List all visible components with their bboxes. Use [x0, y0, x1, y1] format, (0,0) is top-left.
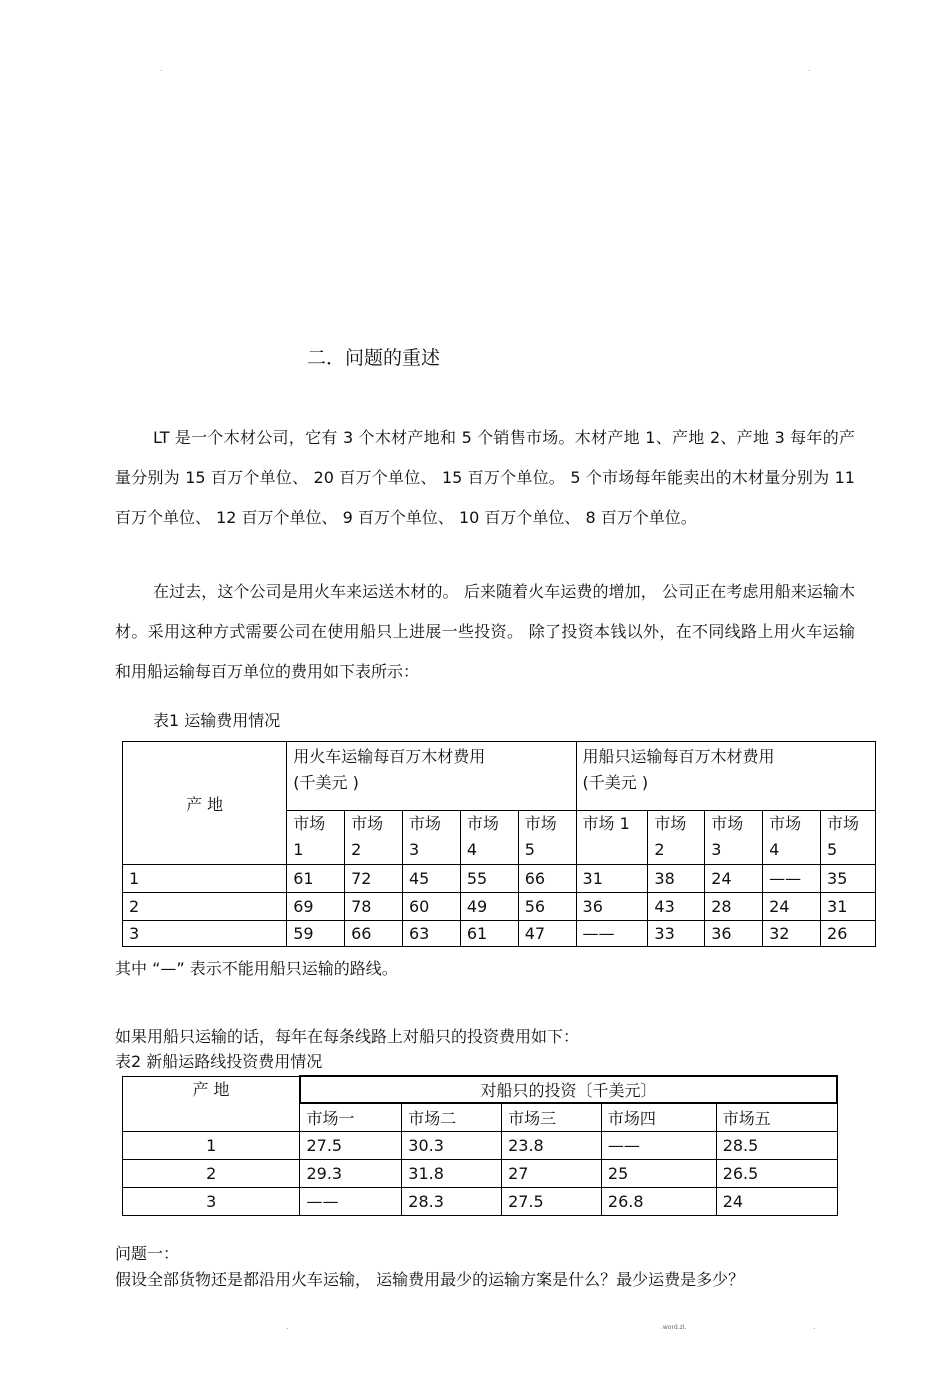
investment-header: 对船只的投资〔千美元〕	[300, 1076, 837, 1103]
table-row	[123, 1131, 838, 1159]
table-cell: 1	[123, 1131, 300, 1159]
table-cell: ——	[576, 921, 648, 947]
table-row	[123, 921, 876, 947]
table-cell: 56	[518, 893, 576, 921]
market-header: 市场 5	[518, 811, 576, 865]
table-cell: 27.5	[300, 1131, 402, 1159]
table-cell: 25	[601, 1159, 716, 1187]
table-cell: 66	[518, 865, 576, 893]
origin-header: 产 地	[123, 1076, 300, 1131]
origin-header: 产 地	[123, 742, 287, 865]
market-header: 市场三	[502, 1103, 602, 1131]
train-cost-header: 用火车运输每百万木材费用 (千美元 )	[287, 742, 576, 811]
table-cell: 26.5	[716, 1159, 837, 1187]
table2-caption: 表2 新船运路线投资费用情况	[115, 1052, 323, 1071]
table-cell: 69	[287, 893, 345, 921]
corner-mark: .	[813, 1322, 816, 1331]
table-cell: 36	[576, 893, 648, 921]
table-cell: 28.5	[716, 1131, 837, 1159]
section-title: 二．问题的重述	[307, 347, 441, 369]
corner-mark: .	[286, 1322, 289, 1331]
question-title: 问题一：	[115, 1244, 180, 1263]
transport-cost-table	[122, 741, 876, 947]
table-cell: 43	[648, 893, 705, 921]
ship-investment-table	[122, 1075, 838, 1216]
table-cell: 36	[705, 921, 763, 947]
table-cell: 60	[402, 893, 460, 921]
market-header: 市场 3	[705, 811, 763, 865]
table-cell: 2	[123, 1159, 300, 1187]
table-cell: ——	[601, 1131, 716, 1159]
table-cell: 63	[402, 921, 460, 947]
market-header: 市场 4	[763, 811, 821, 865]
market-header: 市场 3	[402, 811, 460, 865]
paragraph-background: 在过去，这个公司是用火车来运送木材的。 后来随着火车运费的增加， 公司正在考虑用船来运输木材。采用这种方式需要公司在使用船只上进展一些投资。 除了投资本钱以外，在不同线路上用火车运输和用船运输每百万单位的费用如下表所示：	[115, 582, 855, 681]
table-cell: ——	[300, 1187, 402, 1215]
table-cell: 1	[123, 865, 287, 893]
table-cell: 47	[518, 921, 576, 947]
table-cell: 78	[345, 893, 403, 921]
table-cell: 3	[123, 921, 287, 947]
table-cell: 28.3	[402, 1187, 502, 1215]
market-header: 市场 1	[576, 811, 648, 865]
table-cell: 31.8	[402, 1159, 502, 1187]
corner-mark: .	[808, 64, 811, 73]
question-text: 假设全部货物还是都沿用火车运输， 运输费用最少的运输方案是什么？最少运费是多少？	[115, 1270, 745, 1289]
market-header: 市场五	[716, 1103, 837, 1131]
market-header: 市场 2	[345, 811, 403, 865]
table-cell: 59	[287, 921, 345, 947]
table-cell: 26	[821, 921, 876, 947]
table-cell: 27	[502, 1159, 602, 1187]
corner-mark: .	[160, 64, 163, 73]
table1-note: 其中 “—” 表示不能用船只运输的路线。	[115, 959, 398, 978]
table-cell: 61	[460, 921, 518, 947]
table-cell: ——	[763, 865, 821, 893]
table-cell: 24	[716, 1187, 837, 1215]
market-header: 市场 2	[648, 811, 705, 865]
paragraph-investment: 如果用船只运输的话，每年在每条线路上对船只的投资费用如下：	[115, 1027, 580, 1046]
table-cell: 24	[705, 865, 763, 893]
table1-caption: 表1 运输费用情况	[153, 711, 281, 730]
market-header: 市场 5	[821, 811, 876, 865]
table-cell: 38	[648, 865, 705, 893]
market-header: 市场 4	[460, 811, 518, 865]
market-header: 市场 1	[287, 811, 345, 865]
table-cell: 31	[821, 893, 876, 921]
table-cell: 35	[821, 865, 876, 893]
table-cell: 30.3	[402, 1131, 502, 1159]
table-cell: 28	[705, 893, 763, 921]
table-cell: 2	[123, 893, 287, 921]
footer-watermark: .word.zl.	[661, 1324, 687, 1331]
table-cell: 29.3	[300, 1159, 402, 1187]
market-header: 市场一	[300, 1103, 402, 1131]
table-cell: 66	[345, 921, 403, 947]
paragraph-intro: LT 是一个木材公司，它有 3 个木材产地和 5 个销售市场。木材产地 1、产地 2、产地 3 每年的产量分别为 15 百万个单位、 20 百万个单位、 15 百万个单位。 5 个市场每年能卖出的木材量分别为 11 百万个单位、 12 百万个单位、 9 百万个单位、 10 百万个单位、 8 百万个单位。	[115, 428, 855, 527]
table-cell: 26.8	[601, 1187, 716, 1215]
table-cell: 31	[576, 865, 648, 893]
table-row	[123, 893, 876, 921]
table-row	[123, 1187, 838, 1215]
table-cell: 45	[402, 865, 460, 893]
table-cell: 72	[345, 865, 403, 893]
table-cell: 55	[460, 865, 518, 893]
market-header: 市场二	[402, 1103, 502, 1131]
table-cell: 32	[763, 921, 821, 947]
ship-cost-header: 用船只运输每百万木材费用 (千美元 )	[576, 742, 875, 811]
market-header: 市场四	[601, 1103, 716, 1131]
table-row	[123, 1159, 838, 1187]
table-cell: 24	[763, 893, 821, 921]
table-row	[123, 865, 876, 893]
table-cell: 61	[287, 865, 345, 893]
table-cell: 33	[648, 921, 705, 947]
table-cell: 23.8	[502, 1131, 602, 1159]
table-cell: 3	[123, 1187, 300, 1215]
table-cell: 27.5	[502, 1187, 602, 1215]
table-cell: 49	[460, 893, 518, 921]
